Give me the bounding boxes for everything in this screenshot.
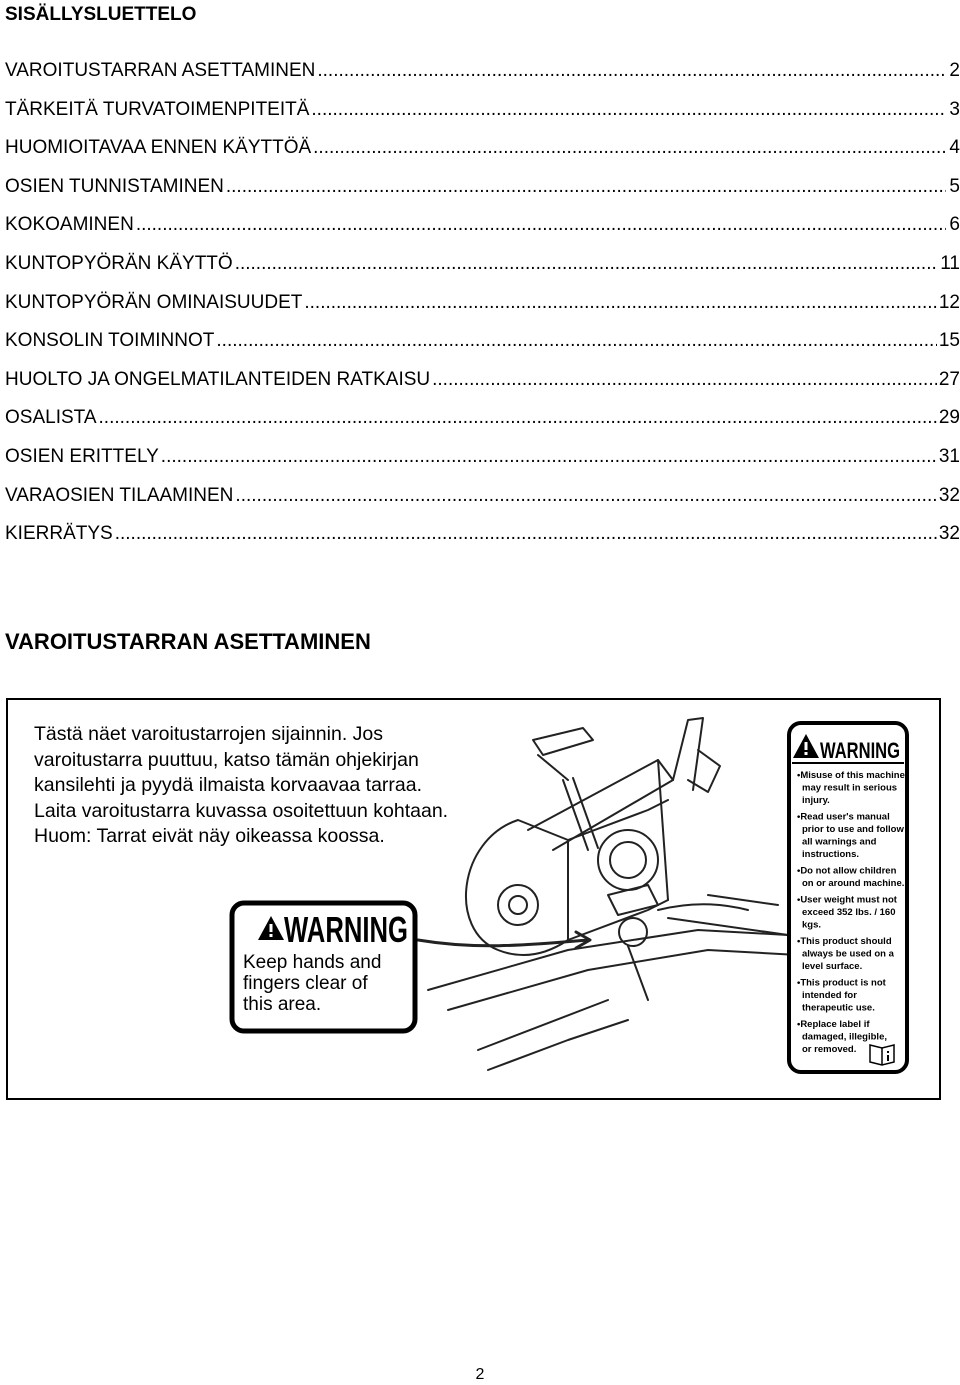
toc-entry: [5, 60, 960, 99]
large-label-line: •User weight must not: [797, 894, 897, 906]
large-label-heading: WARNING: [820, 738, 900, 763]
toc-entry: [5, 253, 960, 292]
toc-entry-page: 15: [938, 330, 960, 352]
large-label-line: exceed 352 lbs. / 160: [802, 907, 896, 918]
toc-entry-label: OSALISTA: [5, 407, 97, 429]
large-label-line: all warnings and: [802, 836, 877, 848]
toc-entry-label: TÄRKEITÄ TURVATOIMENPITEITÄ: [5, 98, 310, 120]
toc-entry-label: VARAOSIEN TILAAMINEN: [5, 484, 234, 506]
toc-dot-leader: [235, 485, 936, 507]
toc-entry-page: 32: [938, 523, 960, 545]
toc-entry: [5, 176, 960, 215]
toc-entry-label: KUNTOPYÖRÄN KÄYTTÖ: [5, 252, 233, 274]
toc-entry-page: 2: [949, 60, 960, 81]
toc-entry-label: KONSOLIN TOIMINNOT: [5, 330, 215, 352]
large-label-line: •Do not allow children: [797, 865, 897, 877]
page-number: 2: [475, 1366, 485, 1383]
toc-dot-leader: [432, 369, 937, 391]
toc-entry-page: 3: [949, 98, 960, 120]
toc-entry-label: KUNTOPYÖRÄN OMINAISUUDET: [5, 291, 303, 313]
toc-entry: [5, 292, 960, 331]
toc-dot-leader: [136, 214, 946, 236]
section-title: VAROITUSTARRAN ASETTAMINEN: [5, 629, 371, 654]
label-instructions: Tästä näet varoitustarrojen sijainnin. Jos varoitustarra puuttuu, katso tämän ohjekirjan kansilehti ja pyydä ilmaista korvaavaa tarraa. Laita varoitustarra kuvassa osoitettuun kohtaan. Huom: Tarrat eivät näy oikeassa koossa.: [34, 723, 449, 847]
toc-entry-page: 6: [949, 214, 960, 236]
toc-entry-label: OSIEN ERITTELY: [5, 445, 159, 467]
toc-dot-leader: [313, 137, 946, 159]
large-label-line: kgs.: [802, 919, 822, 931]
large-label-line: injury.: [802, 795, 830, 806]
large-label-line: •Replace label if: [797, 1019, 870, 1030]
toc-entry: [5, 214, 960, 253]
toc-entry: [5, 446, 960, 485]
large-label-line: level surface.: [802, 961, 863, 972]
toc-dot-leader: [226, 176, 946, 198]
toc-entry: [5, 407, 960, 446]
toc-entry-page: 12: [938, 291, 960, 313]
toc-dot-leader: [317, 60, 946, 82]
toc-entry-page: 31: [938, 445, 960, 467]
toc-entry-label: VAROITUSTARRAN ASETTAMINEN: [5, 60, 316, 81]
small-label-heading: WARNING: [284, 909, 408, 950]
large-label-line: •This product should: [797, 936, 892, 947]
toc-entry-page: 29: [938, 407, 960, 429]
toc-dot-leader: [115, 523, 937, 545]
toc-dot-leader: [161, 446, 937, 468]
toc-entry-page: 5: [949, 175, 960, 197]
toc-entry: [5, 523, 960, 562]
toc-entry-label: HUOLTO JA ONGELMATILANTEIDEN RATKAISU: [5, 368, 431, 390]
large-label-line: •Read user's manual: [797, 811, 890, 823]
toc-entry-page: 32: [938, 484, 960, 506]
toc-entry-label: KIERRÄTYS: [5, 523, 113, 545]
large-label-line: •This product is not: [797, 977, 886, 989]
toc-entry-label: OSIEN TUNNISTAMINEN: [5, 175, 224, 197]
toc-entry-label: KOKOAMINEN: [5, 214, 134, 236]
toc-entry-label: HUOMIOITAVAA ENNEN KÄYTTÖÄ: [5, 137, 312, 159]
large-label-line: may result in serious: [802, 782, 898, 794]
toc-dot-leader: [235, 253, 939, 275]
table-of-contents: [5, 60, 960, 562]
bike-illustration: [8, 700, 939, 1098]
large-label-line: or removed.: [802, 1044, 857, 1055]
large-label-line: on or around machine.: [802, 878, 905, 889]
large-label-line: always be used on a: [802, 948, 894, 960]
toc-entry-page: 4: [949, 137, 960, 159]
toc-dot-leader: [216, 330, 936, 352]
toc-entry: [5, 485, 960, 524]
small-label-line3: this area.: [243, 994, 322, 1015]
exercise-bike-drawing: [418, 718, 798, 1070]
toc-dot-leader: [99, 407, 937, 429]
toc-entry: [5, 369, 960, 408]
toc-dot-leader: [311, 99, 946, 121]
toc-title: SISÄLLYSLUETTELO: [5, 4, 197, 25]
large-label-line: prior to use and follow: [802, 824, 904, 835]
toc-entry: [5, 330, 960, 369]
toc-entry-page: 27: [938, 368, 960, 390]
small-warning-label: [232, 903, 415, 1031]
toc-dot-leader: [304, 292, 937, 314]
large-label-line: therapeutic use.: [802, 1002, 875, 1014]
large-label-line: instructions.: [802, 849, 860, 860]
small-label-line1: Keep hands and: [243, 952, 382, 973]
toc-entry: [5, 99, 960, 138]
warning-label-figure: [6, 698, 941, 1100]
manual-book-icon: [870, 1045, 894, 1065]
small-label-line2: fingers clear of: [243, 973, 368, 994]
toc-entry: [5, 137, 960, 176]
large-label-line: damaged, illegible,: [802, 1031, 887, 1043]
toc-entry-page: 11: [940, 252, 960, 274]
large-warning-label: [789, 723, 907, 1072]
large-label-line: intended for: [802, 990, 857, 1001]
large-label-line: •Misuse of this machine: [797, 770, 905, 781]
